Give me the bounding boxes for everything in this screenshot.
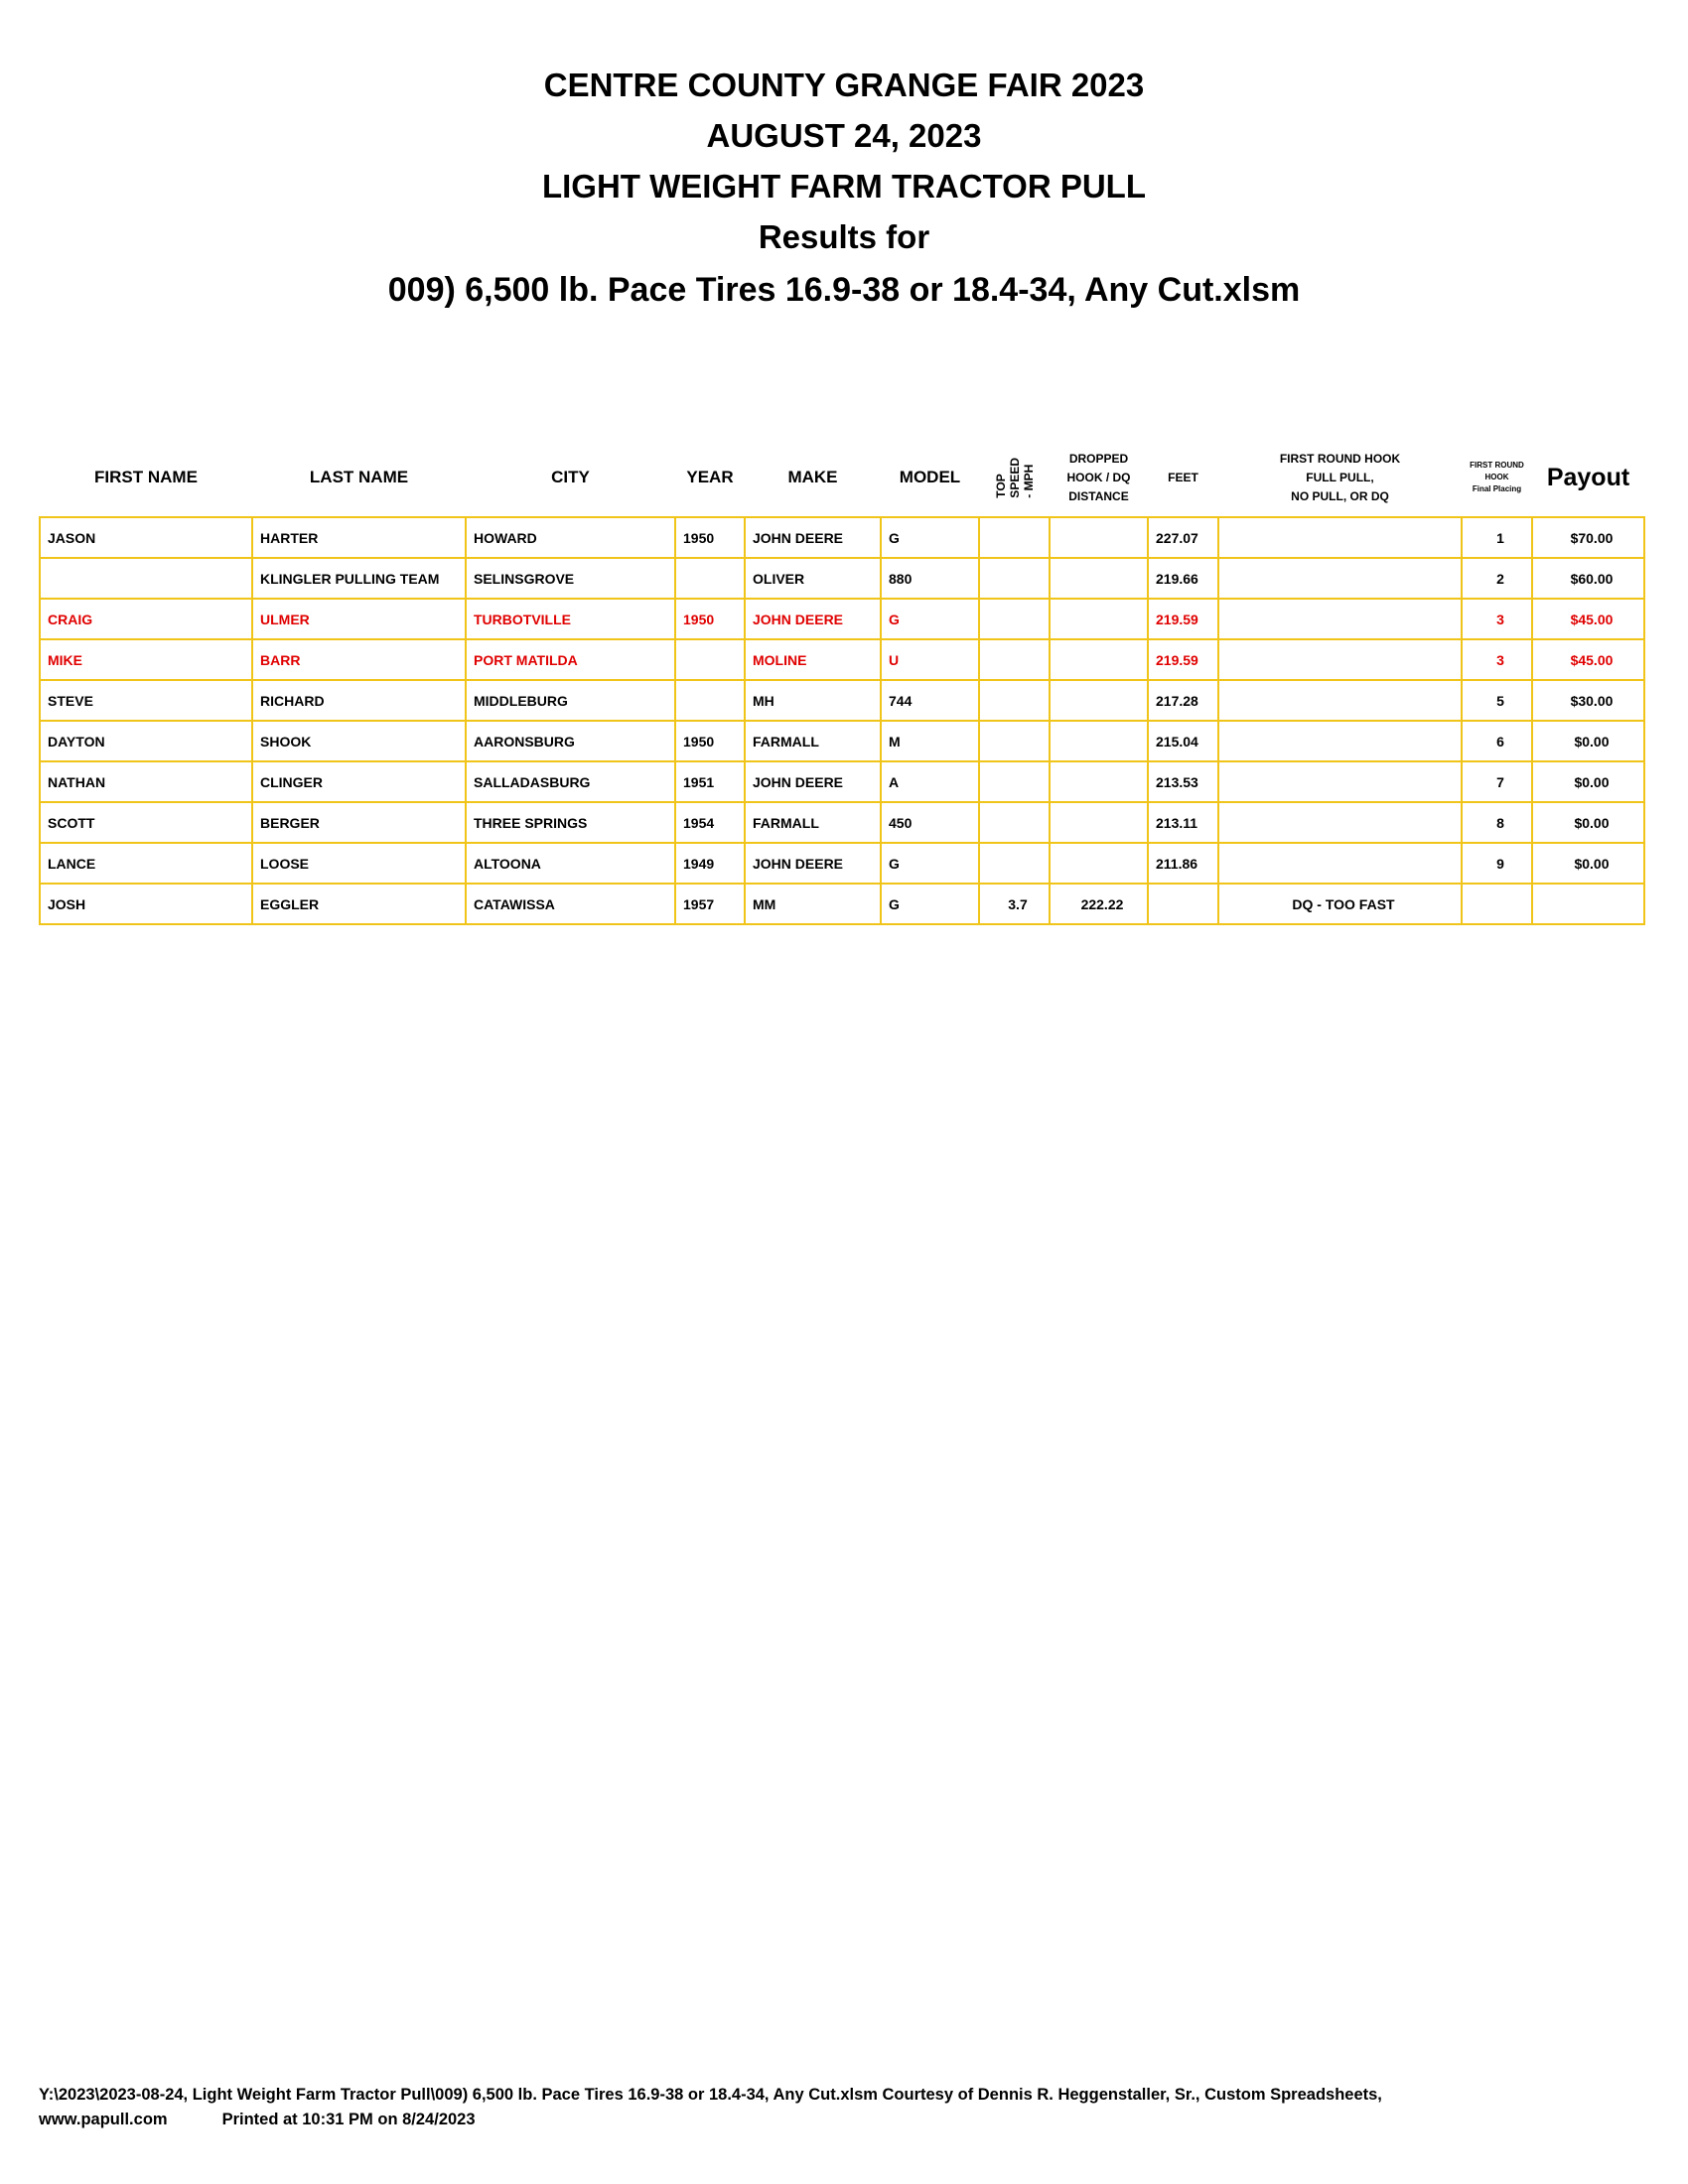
- cell-model: G: [881, 517, 979, 558]
- cell-first-round-hook: DQ - TOO FAST: [1218, 884, 1462, 924]
- cell-dropped-hook: [1050, 761, 1148, 802]
- col-make: MAKE: [745, 439, 881, 517]
- table-row: [40, 599, 1644, 639]
- cell-city: AARONSBURG: [466, 721, 675, 761]
- cell-first-round-hook: [1218, 721, 1462, 761]
- cell-last-name: HARTER: [252, 517, 466, 558]
- cell-payout: $0.00: [1532, 802, 1644, 843]
- cell-model: G: [881, 884, 979, 924]
- cell-last-name: EGGLER: [252, 884, 466, 924]
- table-row: [40, 802, 1644, 843]
- cell-make: JOHN DEERE: [745, 761, 881, 802]
- table-row: [40, 721, 1644, 761]
- cell-feet: 217.28: [1148, 680, 1218, 721]
- cell-payout: $45.00: [1532, 639, 1644, 680]
- cell-model: M: [881, 721, 979, 761]
- cell-make: JOHN DEERE: [745, 517, 881, 558]
- cell-top-speed: [979, 517, 1050, 558]
- cell-year: [675, 680, 745, 721]
- cell-payout: $0.00: [1532, 843, 1644, 884]
- cell-first-name: JOSH: [40, 884, 252, 924]
- cell-make: FARMALL: [745, 802, 881, 843]
- cell-first-name: NATHAN: [40, 761, 252, 802]
- cell-city: TURBOTVILLE: [466, 599, 675, 639]
- cell-top-speed: [979, 843, 1050, 884]
- cell-year: 1949: [675, 843, 745, 884]
- cell-city: THREE SPRINGS: [466, 802, 675, 843]
- cell-top-speed: [979, 761, 1050, 802]
- cell-first-name: JASON: [40, 517, 252, 558]
- col-feet: FEET: [1148, 439, 1218, 517]
- fair-title: CENTRE COUNTY GRANGE FAIR 2023: [543, 67, 1145, 103]
- cell-top-speed: [979, 802, 1050, 843]
- cell-model: G: [881, 599, 979, 639]
- cell-dropped-hook: [1050, 802, 1148, 843]
- cell-final-placing: 7: [1462, 761, 1532, 802]
- cell-final-placing: 8: [1462, 802, 1532, 843]
- cell-first-round-hook: [1218, 802, 1462, 843]
- cell-make: OLIVER: [745, 558, 881, 599]
- cell-first-name: STEVE: [40, 680, 252, 721]
- cell-dropped-hook: [1050, 843, 1148, 884]
- cell-year: [675, 639, 745, 680]
- table-row: [40, 843, 1644, 884]
- cell-make: MH: [745, 680, 881, 721]
- cell-final-placing: [1462, 884, 1532, 924]
- cell-final-placing: 5: [1462, 680, 1532, 721]
- cell-dropped-hook: 222.22: [1050, 884, 1148, 924]
- cell-first-round-hook: [1218, 680, 1462, 721]
- cell-feet: 213.53: [1148, 761, 1218, 802]
- col-city: CITY: [466, 439, 675, 517]
- cell-first-name: [40, 558, 252, 599]
- cell-model: U: [881, 639, 979, 680]
- footer-second-line: [39, 2108, 1657, 2132]
- cell-last-name: ULMER: [252, 599, 466, 639]
- results-body: [40, 517, 1644, 924]
- cell-final-placing: 9: [1462, 843, 1532, 884]
- cell-feet: 219.59: [1148, 639, 1218, 680]
- cell-payout: $45.00: [1532, 599, 1644, 639]
- cell-first-name: CRAIG: [40, 599, 252, 639]
- cell-first-name: SCOTT: [40, 802, 252, 843]
- table-row: [40, 517, 1644, 558]
- results-table: [39, 439, 1645, 925]
- cell-payout: $70.00: [1532, 517, 1644, 558]
- cell-last-name: RICHARD: [252, 680, 466, 721]
- table-row: [40, 680, 1644, 721]
- col-top-speed: [979, 439, 1050, 517]
- cell-first-round-hook: [1218, 599, 1462, 639]
- cell-feet: 211.86: [1148, 843, 1218, 884]
- cell-first-round-hook: [1218, 558, 1462, 599]
- table-row: [40, 761, 1644, 802]
- cell-year: 1957: [675, 884, 745, 924]
- cell-top-speed: [979, 721, 1050, 761]
- cell-top-speed: [979, 639, 1050, 680]
- col-first-name: FIRST NAME: [40, 439, 252, 517]
- cell-final-placing: 1: [1462, 517, 1532, 558]
- results-label: Results for: [758, 218, 930, 255]
- cell-dropped-hook: [1050, 639, 1148, 680]
- cell-year: 1950: [675, 599, 745, 639]
- cell-city: MIDDLEBURG: [466, 680, 675, 721]
- cell-city: CATAWISSA: [466, 884, 675, 924]
- col-year: YEAR: [675, 439, 745, 517]
- cell-feet: 219.66: [1148, 558, 1218, 599]
- cell-dropped-hook: [1050, 599, 1148, 639]
- page-footer: [39, 2083, 1657, 2132]
- cell-make: MOLINE: [745, 639, 881, 680]
- event-name: LIGHT WEIGHT FARM TRACTOR PULL: [541, 168, 1146, 205]
- col-first-round-hook: FIRST ROUND HOOK FULL PULL, NO PULL, OR DQ: [1218, 439, 1462, 517]
- cell-payout: $0.00: [1532, 761, 1644, 802]
- cell-make: MM: [745, 884, 881, 924]
- col-final-placing: FIRST ROUND HOOK Final Placing: [1462, 439, 1532, 517]
- cell-year: [675, 558, 745, 599]
- cell-first-name: DAYTON: [40, 721, 252, 761]
- cell-last-name: KLINGLER PULLING TEAM: [252, 558, 466, 599]
- cell-model: 880: [881, 558, 979, 599]
- cell-feet: 227.07: [1148, 517, 1218, 558]
- cell-first-round-hook: [1218, 761, 1462, 802]
- cell-city: SALLADASBURG: [466, 761, 675, 802]
- cell-city: HOWARD: [466, 517, 675, 558]
- cell-final-placing: 3: [1462, 639, 1532, 680]
- class-title: 009) 6,500 lb. Pace Tires 16.9-38 or 18.4-34, Any Cut.xlsm: [387, 271, 1301, 309]
- event-date: AUGUST 24, 2023: [706, 117, 982, 154]
- col-last-name: LAST NAME: [252, 439, 466, 517]
- cell-payout: $0.00: [1532, 721, 1644, 761]
- cell-make: FARMALL: [745, 721, 881, 761]
- cell-year: 1951: [675, 761, 745, 802]
- cell-top-speed: [979, 680, 1050, 721]
- cell-dropped-hook: [1050, 558, 1148, 599]
- cell-model: 450: [881, 802, 979, 843]
- table-header-row: [40, 439, 1644, 517]
- cell-city: SELINSGROVE: [466, 558, 675, 599]
- col-payout: Payout: [1532, 439, 1644, 517]
- cell-feet: 213.11: [1148, 802, 1218, 843]
- cell-feet: 215.04: [1148, 721, 1218, 761]
- col-top-speed-label: TOP SPEED - MPH: [993, 457, 1036, 498]
- col-model: MODEL: [881, 439, 979, 517]
- cell-make: JOHN DEERE: [745, 843, 881, 884]
- table-row: [40, 884, 1644, 924]
- cell-payout: $60.00: [1532, 558, 1644, 599]
- cell-last-name: LOOSE: [252, 843, 466, 884]
- cell-dropped-hook: [1050, 680, 1148, 721]
- cell-model: 744: [881, 680, 979, 721]
- cell-final-placing: 3: [1462, 599, 1532, 639]
- cell-feet: [1148, 884, 1218, 924]
- cell-payout: $30.00: [1532, 680, 1644, 721]
- cell-final-placing: 2: [1462, 558, 1532, 599]
- cell-last-name: BERGER: [252, 802, 466, 843]
- cell-first-name: LANCE: [40, 843, 252, 884]
- cell-first-round-hook: [1218, 843, 1462, 884]
- cell-last-name: CLINGER: [252, 761, 466, 802]
- col-dropped-hook: DROPPED HOOK / DQ DISTANCE: [1050, 439, 1148, 517]
- document-header: [0, 60, 1688, 318]
- footer-printed-time: Printed at 10:31 PM on 8/24/2023: [221, 2111, 476, 2128]
- cell-top-speed: 3.7: [979, 884, 1050, 924]
- cell-first-name: MIKE: [40, 639, 252, 680]
- cell-year: 1954: [675, 802, 745, 843]
- table-row: [40, 558, 1644, 599]
- footer-website: www.papull.com: [39, 2111, 168, 2128]
- table-row: [40, 639, 1644, 680]
- cell-dropped-hook: [1050, 517, 1148, 558]
- cell-dropped-hook: [1050, 721, 1148, 761]
- cell-city: PORT MATILDA: [466, 639, 675, 680]
- footer-file-path: Y:\2023\2023-08-24, Light Weight Farm Tractor Pull\009) 6,500 lb. Pace Tires 16.9-38 or 18.4-34, Any Cut.xlsm Courtesy of Dennis R. Heggenstaller, Sr., Custom Spreadsheets,: [39, 2086, 1382, 2104]
- cell-top-speed: [979, 599, 1050, 639]
- cell-payout: [1532, 884, 1644, 924]
- cell-year: 1950: [675, 517, 745, 558]
- cell-year: 1950: [675, 721, 745, 761]
- cell-make: JOHN DEERE: [745, 599, 881, 639]
- cell-model: A: [881, 761, 979, 802]
- cell-final-placing: 6: [1462, 721, 1532, 761]
- cell-city: ALTOONA: [466, 843, 675, 884]
- cell-last-name: SHOOK: [252, 721, 466, 761]
- cell-model: G: [881, 843, 979, 884]
- cell-feet: 219.59: [1148, 599, 1218, 639]
- cell-first-round-hook: [1218, 517, 1462, 558]
- cell-top-speed: [979, 558, 1050, 599]
- cell-first-round-hook: [1218, 639, 1462, 680]
- cell-last-name: BARR: [252, 639, 466, 680]
